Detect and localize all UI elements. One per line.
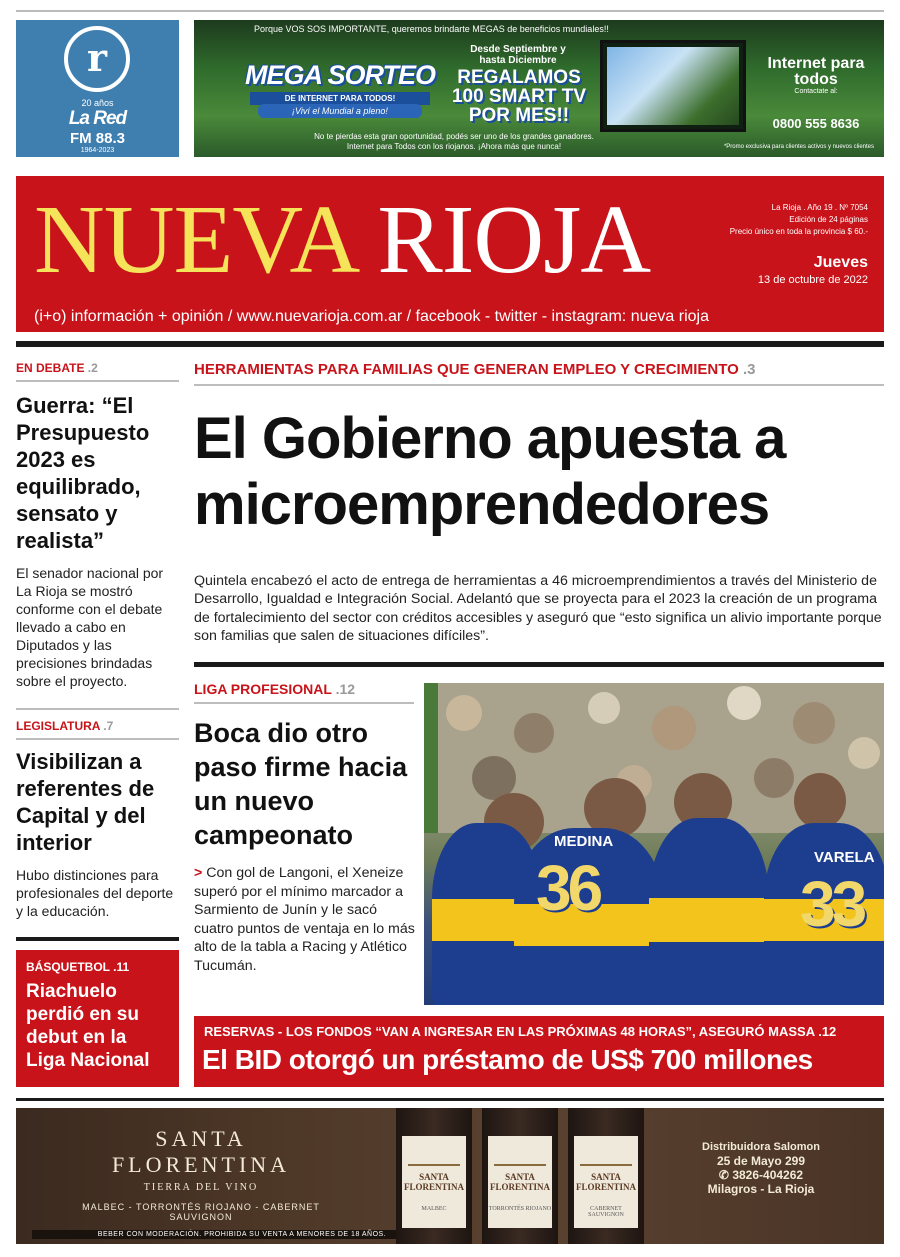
jersey-band <box>649 898 769 942</box>
legislatura-kicker <box>16 719 113 733</box>
liga-body-text: Con gol de Langoni, el Xeneize superó por el mínimo marcador a Sarmiento de Junín y le sacó cuatro puntos de ventaja en lo más alto de la tabla a Racing y Atlético Tucumán. <box>194 865 415 974</box>
debate-kicker-label: EN DEBATE <box>16 361 85 375</box>
legislatura-body: Hubo distinciones para profesionales del deporte y la educación. <box>16 867 174 919</box>
meta-line1: La Rioja . Año 19 . Nº 7054 <box>771 203 868 212</box>
debate-headline[interactable]: Guerra: “El Presupuesto 2023 es equilibrado, sensato y realista” <box>16 393 150 553</box>
player-jersey <box>649 818 769 1005</box>
radio-subtext: 1964-2023 <box>80 147 115 154</box>
liga-kicker <box>194 681 355 697</box>
bottle-label <box>574 1136 638 1228</box>
player-name-left: MEDINA <box>554 833 614 850</box>
player-name-right: VARELA <box>814 849 875 866</box>
bottle-variety: TORRONTÉS RIOJANO <box>488 1206 552 1212</box>
ad-regalo: REGALAMOS 100 SMART TV POR MES!! <box>451 67 587 126</box>
radio-name: La Red <box>68 108 127 129</box>
bottle-variety: MALBEC <box>421 1206 447 1212</box>
basquet-box[interactable] <box>16 950 179 1087</box>
liga-body <box>194 864 419 975</box>
edition-meta <box>730 202 868 238</box>
meta-line2: Edición de 24 páginas <box>789 215 868 224</box>
player-number-right: 33 <box>800 868 864 940</box>
legislatura-rule <box>16 738 179 740</box>
top-rule <box>16 10 884 12</box>
edition-date: 13 de octubre de 2022 <box>757 274 868 286</box>
basquet-headline: Riachuelo perdió en su debut en la Liga Nacional <box>26 981 150 1071</box>
debate-body: El senador nacional por La Rioja se mostró conforme con el debate llevado a cabo en Diputados y las precisiones brindadas sobre el proyecto. <box>16 565 164 689</box>
bottle-name: SANTA FLORENTINA <box>575 1172 636 1192</box>
wine-bottle-3 <box>568 1108 644 1244</box>
wine-tierra: TIERRA DEL VINO <box>143 1182 259 1193</box>
dist-name: Distribuidora Salomon <box>702 1141 820 1153</box>
player-head <box>794 773 846 829</box>
player-number-left: 36 <box>536 852 600 924</box>
radio-frequency: FM 88.3 <box>69 130 126 147</box>
lead-kicker-label: HERRAMIENTAS PARA FAMILIAS QUE GENERAN EMPLEO Y CRECIMIENTO <box>194 361 739 378</box>
radio-years: 20 años <box>81 98 114 108</box>
wine-brand-line2: FLORENTINA <box>111 1152 291 1177</box>
bid-headline: El BID otorgó un préstamo de US$ 700 millones <box>202 1044 813 1075</box>
liga-rule <box>194 702 414 704</box>
debate-page: .2 <box>87 361 98 375</box>
legislatura-kicker-label: LEGISLATURA <box>16 719 100 733</box>
edition-day: Jueves <box>813 254 868 271</box>
wine-varieties: MALBEC - TORRONTÉS RIOJANO - CABERNET SAUVIGNON <box>82 1202 320 1222</box>
mega-sorteo-ad[interactable] <box>194 20 884 157</box>
ad-mega-sub2: ¡Viví el Mundial a pleno! <box>258 104 422 118</box>
ad-top-rule <box>16 1098 884 1101</box>
smart-tv-image <box>600 40 746 132</box>
wine-brand <box>56 1126 346 1178</box>
debate-rule <box>16 380 179 382</box>
dist-city: Milagros - La Rioja <box>707 1182 815 1196</box>
skyline-icon <box>580 1156 632 1166</box>
basquet-kicker: BÁSQUETBOL .11 <box>26 960 130 974</box>
dist-phone <box>666 1168 856 1182</box>
lead-headline[interactable]: El Gobierno apuesta a microemprendedores <box>194 406 786 537</box>
radio-ad[interactable] <box>16 20 179 157</box>
bottle-name: SANTA FLORENTINA <box>403 1172 464 1192</box>
radio-logo-icon: r <box>64 26 130 92</box>
tv-screen <box>607 47 739 125</box>
ad-mega-sub: DE INTERNET PARA TODOS! <box>250 92 430 105</box>
bottle-label <box>488 1136 552 1228</box>
newspaper-title[interactable] <box>34 186 651 294</box>
bottle-variety: CABERNET SAUVIGNON <box>588 1206 624 1218</box>
title-nueva: NUEVA <box>34 186 354 294</box>
bid-kicker: RESERVAS - LOS FONDOS “VAN A INGRESAR EN LAS PRÓXIMAS 48 HORAS”, ASEGURÓ MASSA .12 <box>204 1024 837 1039</box>
meta-line3: Precio único en toda la provincia $ 60.- <box>729 227 868 236</box>
arrow-icon: > <box>194 865 203 881</box>
legislatura-page: .7 <box>103 719 114 733</box>
masthead-tagline[interactable]: (i+o) información + opinión / www.nuevarioja.com.ar / facebook - twitter - instagram: nueva rioja <box>34 308 709 325</box>
ad-mega-title: MEGA SORTEO <box>244 60 436 90</box>
ad-brand-sub: Contactate al: <box>794 88 838 95</box>
debate-kicker <box>16 361 98 375</box>
legislatura-top-rule <box>16 708 179 710</box>
lead-page: .3 <box>742 361 756 378</box>
ad-phone: 0800 555 8636 <box>772 116 860 131</box>
boca-players-photo[interactable] <box>424 683 884 1005</box>
wine-bottle-1 <box>396 1108 472 1244</box>
wine-distributor <box>666 1140 856 1196</box>
bottle-name: SANTA FLORENTINA <box>489 1172 550 1192</box>
lead-body: Quintela encabezó el acto de entrega de herramientas a 46 microemprendimientos a través del Ministerio de Desarrollo, Igualdad e Integración Social. Adelantó que se proyecta para el 2023 la creación de un programa de fortalecimiento del sector con créditos accesibles y aseguró que “esto significa un alivio importante porque son familias que salen de situaciones difíciles”. <box>194 573 882 645</box>
liga-kicker-label: LIGA PROFESIONAL <box>194 681 332 697</box>
wine-legal: BEBER CON MODERACIÓN. PROHIBIDA SU VENTA A MENORES DE 18 AÑOS. <box>32 1230 452 1239</box>
lead-bottom-rule <box>194 662 884 667</box>
title-rioja: RIOJA <box>377 186 651 294</box>
ad-bottom-text: No te pierdas esta gran oportunidad, podés ser uno de los grandes ganadores. Internet para Todos con los riojanos. ¡Ahora más que nunca! <box>314 132 594 151</box>
masthead-rule <box>16 341 884 347</box>
santa-florentina-ad[interactable] <box>16 1108 884 1244</box>
dist-address: 25 de Mayo 299 <box>716 1154 806 1168</box>
bid-box[interactable] <box>194 1016 884 1087</box>
basquet-rule <box>16 937 179 941</box>
dist-phone-number: 3826-404262 <box>732 1168 804 1182</box>
lead-rule <box>194 384 884 386</box>
wine-brand-line1: SANTA <box>155 1126 247 1151</box>
ad-brand: Internet para todos <box>767 55 865 88</box>
lead-kicker <box>194 361 755 378</box>
skyline-icon <box>494 1156 546 1166</box>
liga-headline[interactable]: Boca dio otro paso firme hacia un nuevo campeonato <box>194 718 408 850</box>
ad-top-text: Porque VOS SOS IMPORTANTE, queremos brindarte MEGAS de beneficios mundiales!! <box>254 24 609 34</box>
legislatura-headline[interactable]: Visibilizan a referentes de Capital y del interior <box>16 749 155 855</box>
skyline-icon <box>408 1156 460 1166</box>
whatsapp-icon: ✆ <box>718 1168 729 1182</box>
ad-dates: Desde Septiembre y hasta Diciembre <box>470 44 566 66</box>
wine-bottle-2 <box>482 1108 558 1244</box>
ad-legal: *Promo exclusiva para clientes activos y nuevos clientes <box>723 144 875 150</box>
bottle-label <box>402 1136 466 1228</box>
liga-page: .12 <box>335 681 356 697</box>
masthead <box>16 176 884 332</box>
